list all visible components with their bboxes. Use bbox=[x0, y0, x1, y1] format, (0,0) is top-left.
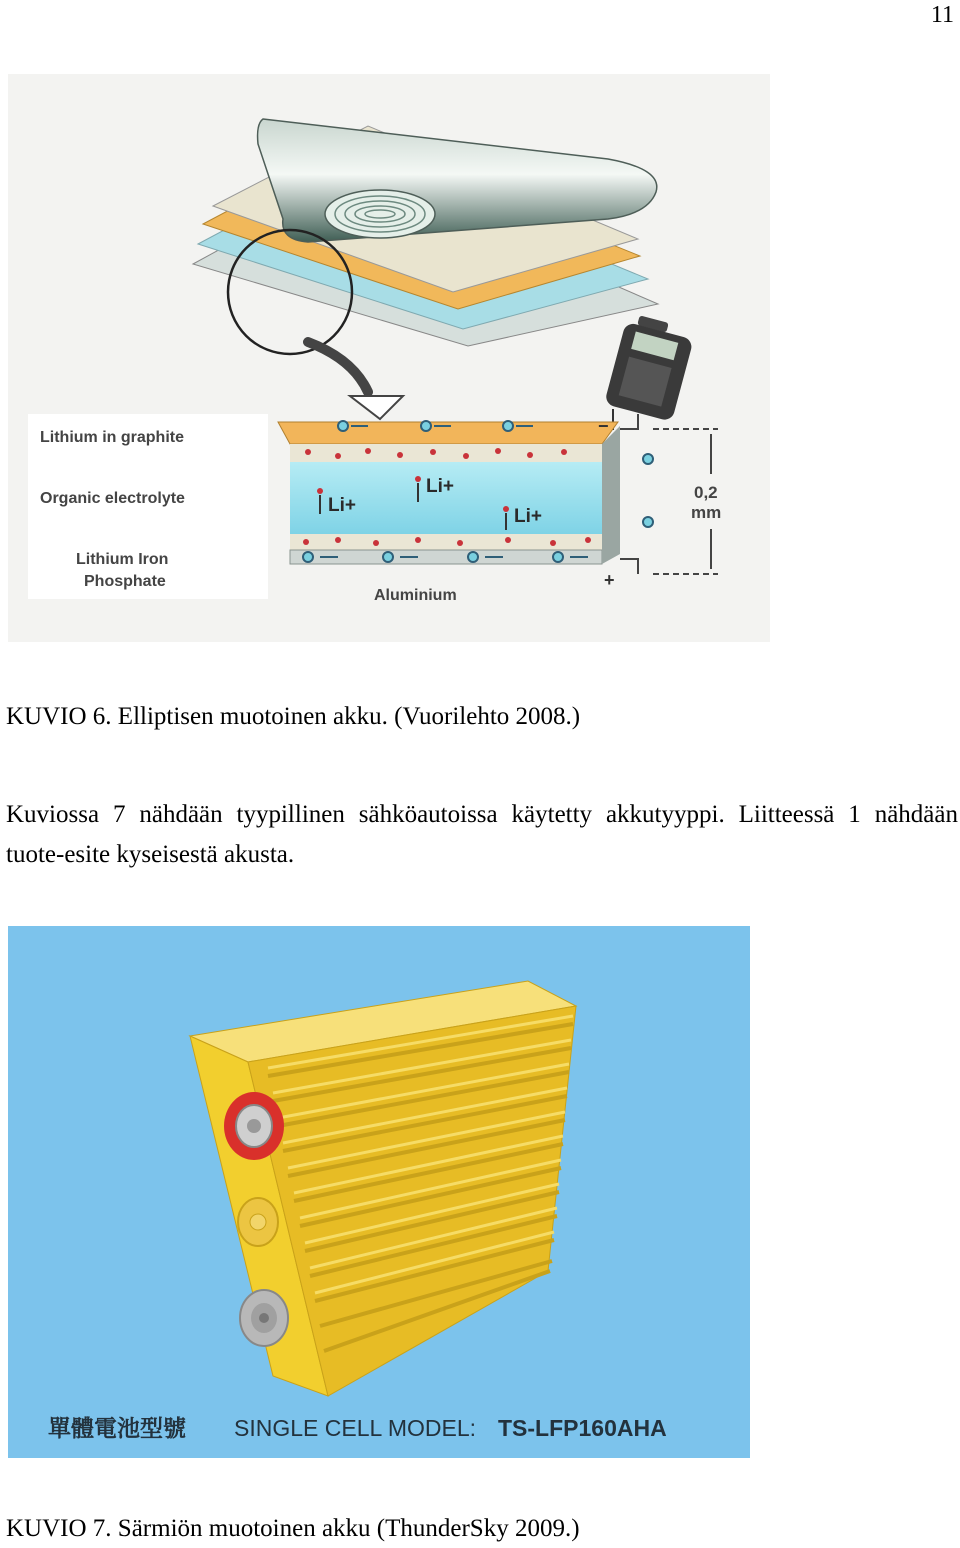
figure-6-caption: KUVIO 6. Elliptisen muotoinen akku. (Vuorilehto 2008.) bbox=[6, 703, 581, 730]
negative-terminal bbox=[240, 1290, 288, 1346]
positive-terminal bbox=[224, 1092, 284, 1160]
elliptic-battery-diagram bbox=[8, 74, 770, 642]
ion-label-3: Li+ bbox=[514, 506, 542, 527]
label-phosphate: Phosphate bbox=[84, 573, 166, 590]
body-paragraph bbox=[6, 795, 958, 875]
plus-terminal-label: + bbox=[604, 570, 615, 590]
model-code: TS-LFP160AHA bbox=[498, 1415, 667, 1441]
ion-label-2: Li+ bbox=[426, 476, 454, 497]
model-label-chinese: 單體電池型號 bbox=[48, 1416, 186, 1442]
figure-7-caption: KUVIO 7. Särmiön muotoinen akku (ThunderSky 2009.) bbox=[6, 1515, 580, 1542]
prismatic-battery-photo bbox=[8, 926, 750, 1458]
thickness-value: 0,2 bbox=[694, 483, 718, 502]
label-aluminium: Aluminium bbox=[374, 587, 457, 604]
page-number: 11 bbox=[930, 2, 954, 28]
ion-label-1: Li+ bbox=[328, 495, 356, 516]
label-lithium-iron: Lithium Iron bbox=[76, 551, 169, 568]
paragraph-line-1: Kuviossa 7 nähdään tyypillinen sähköautoissa käytetty akkutyyppi. Liitteessä 1 nähdään bbox=[6, 801, 958, 828]
safety-vent bbox=[238, 1198, 278, 1246]
label-organic-electrolyte: Organic electrolyte bbox=[40, 490, 185, 507]
paragraph-line-2: tuote-esite kyseisestä akusta. bbox=[6, 841, 295, 868]
label-lithium-in-graphite: Lithium in graphite bbox=[40, 429, 184, 446]
minus-terminal-label: − bbox=[598, 416, 609, 436]
thickness-unit: mm bbox=[691, 503, 722, 522]
model-label: SINGLE CELL MODEL: bbox=[234, 1415, 477, 1441]
